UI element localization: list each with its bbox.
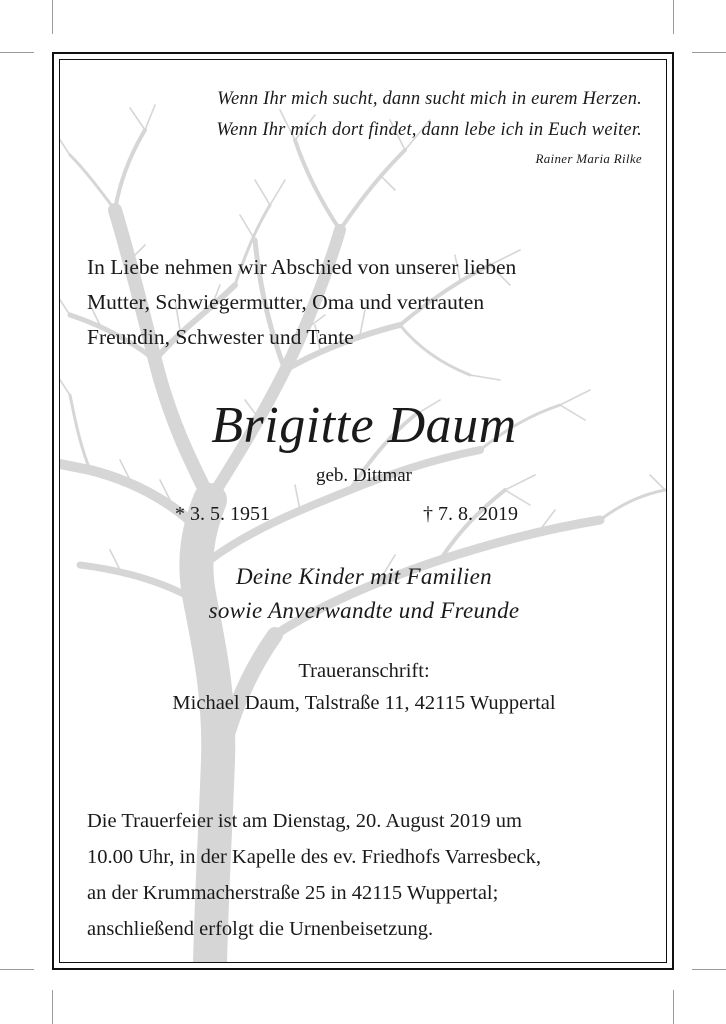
service-line-4: anschließend erfolgt die Urnenbeisetzung. <box>87 918 434 940</box>
crop-mark-bottom-left-v <box>52 990 53 1024</box>
crop-mark-top-left-v <box>52 0 53 34</box>
service-line-1: Die Trauerfeier ist am Dienstag, 20. August 2019 um <box>87 810 523 832</box>
birth-date: * 3. 5. 1951 <box>175 503 270 525</box>
service-line-3: an der Krummacherstraße 25 in 42115 Wuppertal; <box>87 882 499 904</box>
obituary-card <box>59 59 667 963</box>
death-date: † 7. 8. 2019 <box>423 503 518 525</box>
poem-author: Rainer Maria Rilke <box>535 151 642 166</box>
poem-line-1: Wenn Ihr mich sucht, dann sucht mich in eurem Herzen. <box>217 89 642 109</box>
intro-line-1: In Liebe nehmen wir Abschied von unserer lieben <box>87 255 517 279</box>
mourners-line-2: sowie Anverwandte und Freunde <box>208 598 520 623</box>
crop-mark-bottom-left-h <box>0 969 34 970</box>
deceased-name: Brigitte Daum <box>211 397 517 454</box>
intro-line-2: Mutter, Schwiegermutter, Oma und vertrauten <box>87 290 485 314</box>
service-line-2: 10.00 Uhr, in der Kapelle des ev. Friedhofs Varresbeck, <box>87 846 542 868</box>
address-value: Michael Daum, Talstraße 11, 42115 Wuppertal <box>172 692 556 714</box>
crop-mark-bottom-right-v <box>673 990 674 1024</box>
maiden-name: geb. Dittmar <box>315 465 413 486</box>
crop-mark-top-left-h <box>0 52 34 53</box>
address-label: Traueranschrift: <box>298 660 430 682</box>
mourners-line-1: Deine Kinder mit Familien <box>236 564 492 589</box>
crop-mark-top-right-v <box>673 0 674 34</box>
obituary-content <box>60 60 667 963</box>
intro-line-3: Freundin, Schwester und Tante <box>87 325 354 349</box>
crop-mark-top-right-h <box>692 52 726 53</box>
poem-line-2: Wenn Ihr mich dort findet, dann lebe ich in Euch weiter. <box>216 120 642 140</box>
crop-mark-bottom-right-h <box>692 969 726 970</box>
